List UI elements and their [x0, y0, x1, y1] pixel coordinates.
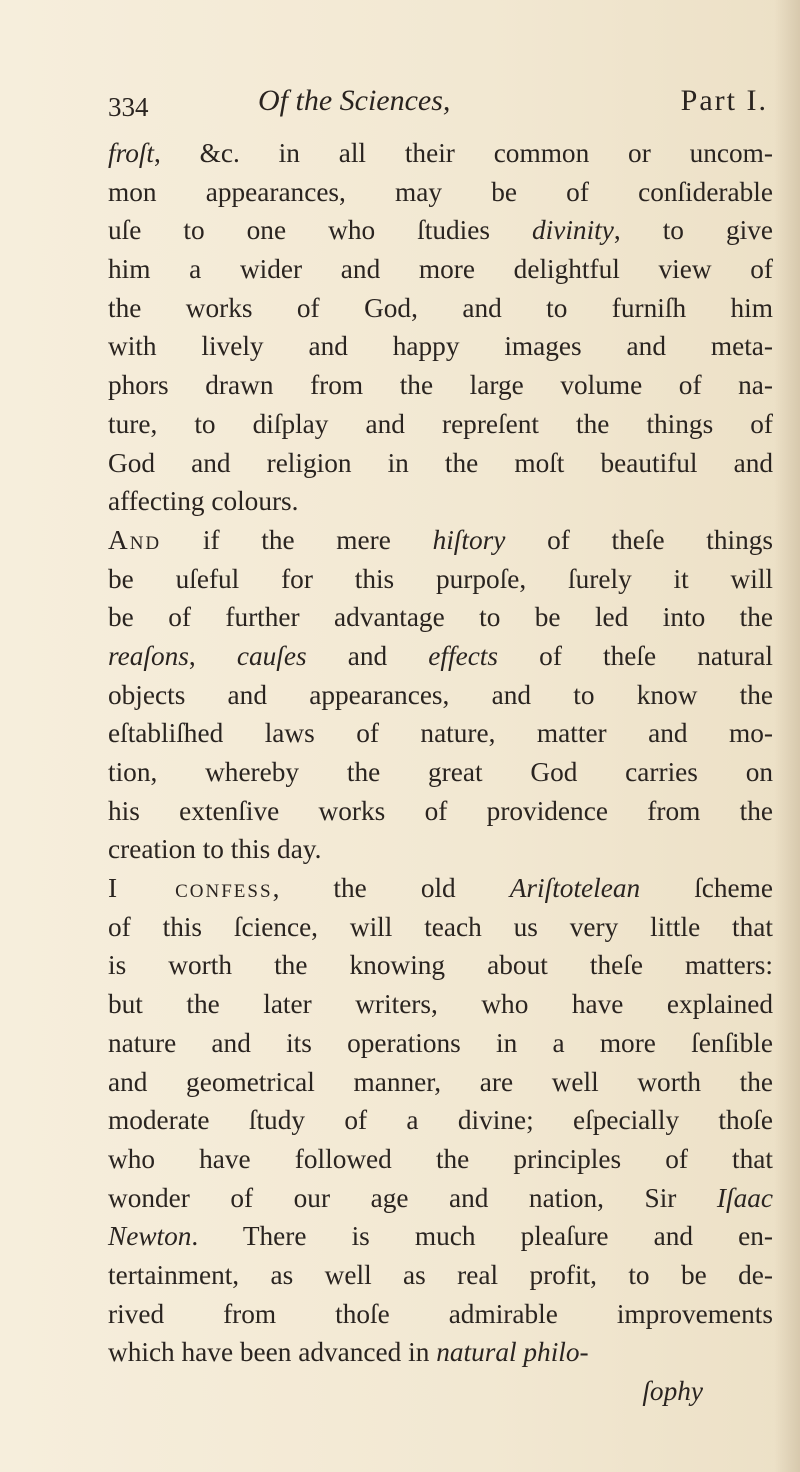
- text-run: the works of God, and to furniſh him: [108, 292, 773, 323]
- catchword: [108, 1372, 773, 1411]
- text-line: [108, 289, 773, 328]
- text-line: [108, 444, 773, 483]
- part-label: Part I.: [680, 84, 768, 117]
- text-line: [108, 985, 773, 1024]
- text-run: be of further advantage to be led into the: [108, 602, 773, 633]
- text-run: is worth the knowing about theſe matters:: [108, 950, 773, 981]
- text-run: of this ſcience, will teach us very little that: [108, 911, 773, 942]
- text-line: [108, 869, 773, 908]
- text-line: [108, 134, 773, 173]
- text-line: [108, 753, 773, 792]
- text-line: [108, 598, 773, 637]
- text-run: tertainment, as well as real profit, to be de-: [108, 1259, 773, 1290]
- text-line: [108, 1101, 773, 1140]
- text-run: which have been advanced in: [108, 1337, 437, 1368]
- text-line: [108, 482, 773, 521]
- text-run: nature and its operations in a more ſenſible: [108, 1027, 773, 1058]
- text-run: him a wider and more delightful view of: [108, 254, 773, 285]
- text-line: [108, 1256, 773, 1295]
- text-line: [108, 908, 773, 947]
- body-text: [108, 134, 773, 1411]
- italic-text: froſt: [108, 138, 155, 168]
- italic-text: Newton: [108, 1221, 192, 1252]
- small-caps-text: I confess: [108, 873, 273, 904]
- text-run: . There is much pleaſure and en-: [191, 1221, 773, 1252]
- text-line: [108, 1217, 773, 1256]
- running-title: Of the Sciences,: [258, 84, 451, 117]
- text-line: [108, 211, 773, 250]
- text-run: , the old: [272, 873, 510, 904]
- text-run: be uſeful for this purpoſe, ſurely it will: [108, 563, 773, 594]
- text-run: but the later writers, who have explained: [108, 989, 773, 1020]
- italic-text: Ariſtotelean: [509, 873, 641, 904]
- text-line: [108, 173, 773, 212]
- text-line: [108, 366, 773, 405]
- italic-text: Iſaac: [716, 1182, 773, 1213]
- text-run: of theſe natural: [498, 640, 774, 671]
- catchword-text: ſophy: [642, 1376, 703, 1406]
- text-line: [108, 1140, 773, 1179]
- text-run: phors drawn from the large volume of na-: [108, 370, 773, 401]
- text-line: [108, 946, 773, 985]
- text-run: his extenſive works of providence from the: [108, 795, 773, 826]
- text-line: [108, 676, 773, 715]
- text-line: [108, 830, 773, 869]
- text-run: who have followed the principles of that: [108, 1143, 773, 1174]
- text-run: , to give: [613, 215, 773, 246]
- text-run: mon appearances, may be of conſiderable: [108, 176, 773, 207]
- text-run: eſtabliſhed laws of nature, matter and mo-: [108, 718, 773, 749]
- page-number: 334: [108, 92, 149, 122]
- text-line: [108, 250, 773, 289]
- text-run: rived from thoſe admirable improvements: [108, 1298, 773, 1329]
- page-edge-shadow: [774, 0, 800, 1472]
- text-run: tion, whereby the great God carries on: [108, 757, 773, 787]
- page-header: [108, 84, 768, 128]
- text-line: [108, 1063, 773, 1102]
- text-run: , &c. in all their common or uncom-: [154, 138, 773, 168]
- text-run: affecting colours.: [108, 486, 299, 517]
- italic-text: reaſons: [108, 640, 189, 671]
- text-line: [108, 405, 773, 444]
- italic-text: hiſtory: [432, 524, 506, 555]
- small-caps-text: And: [108, 524, 162, 555]
- text-line: [108, 521, 773, 560]
- italic-text: cauſes: [236, 640, 307, 671]
- text-run: if the mere: [161, 524, 433, 555]
- text-line: [108, 792, 773, 831]
- text-run: with lively and happy images and meta-: [108, 331, 773, 362]
- text-run: creation to this day.: [108, 834, 322, 865]
- italic-text: effects: [428, 640, 499, 671]
- text-run: uſe to one who ſtudies: [108, 215, 532, 246]
- text-run: objects and appearances, and to know the: [108, 679, 773, 710]
- text-run: ,: [188, 640, 237, 671]
- text-line: [108, 560, 773, 599]
- italic-text: divinity: [531, 215, 614, 246]
- text-run: and: [306, 640, 429, 671]
- text-line: [108, 637, 773, 676]
- text-line: [108, 327, 773, 366]
- text-line: [108, 1179, 773, 1218]
- text-run: ture, to diſplay and repreſent the things of: [108, 408, 773, 439]
- text-line: [108, 1333, 773, 1372]
- italic-text: natural philo-: [436, 1337, 589, 1368]
- text-run: moderate ſtudy of a divine; eſpecially thoſe: [108, 1105, 773, 1136]
- text-line: [108, 1024, 773, 1063]
- text-run: ſcheme: [640, 873, 774, 904]
- text-run: of theſe things: [505, 524, 773, 555]
- text-run: God and religion in the moſt beautiful and: [108, 447, 773, 478]
- text-run: wonder of our age and nation, Sir: [108, 1182, 717, 1213]
- text-line: [108, 1295, 773, 1334]
- text-run: and geometrical manner, are well worth the: [108, 1066, 773, 1097]
- text-line: [108, 714, 773, 753]
